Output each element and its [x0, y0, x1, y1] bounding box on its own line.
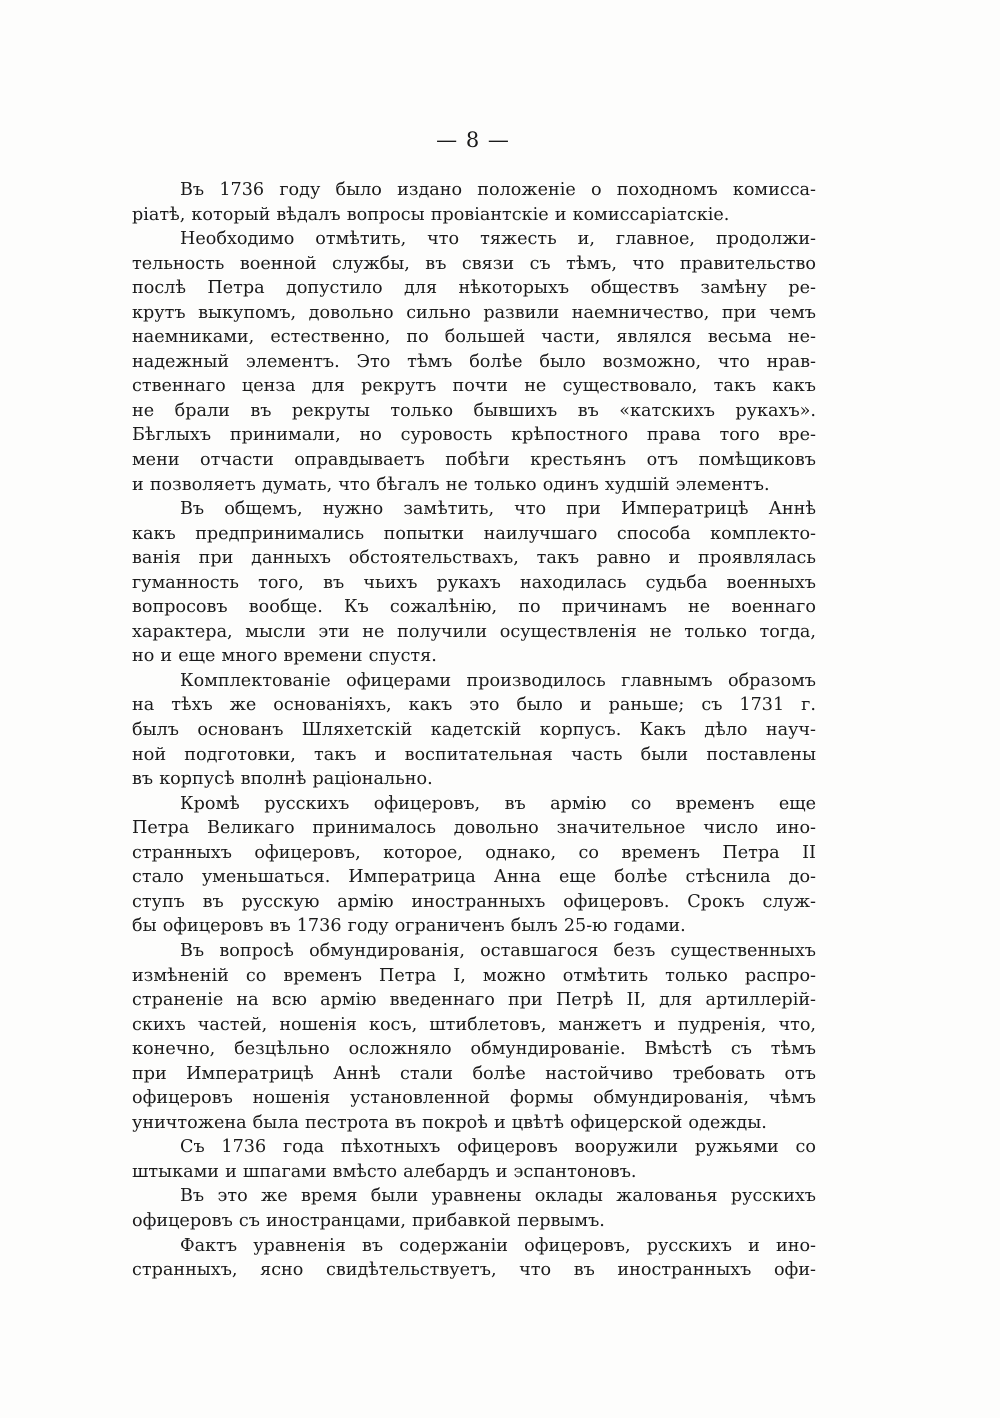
text-line: наемниками, естественно, по большей части, являлся весьма не- — [132, 327, 816, 348]
text-line: Въ общемъ, нужно замѣтить, что при Императрицѣ Аннѣ — [180, 499, 816, 520]
text-line: уничтожена была пестрота въ покроѣ и цвѣтѣ офицерской одежды. — [132, 1112, 767, 1133]
text-line: Комплектованiе офицерами производилось главнымъ образомъ — [180, 670, 816, 691]
text-line: крутъ выкупомъ, довольно сильно развили наемничество, при чемъ — [132, 302, 816, 323]
text-line: конечно, безцѣльно осложняло обмундированiе. Вмѣстѣ съ тѣмъ — [132, 1039, 816, 1060]
paragraph — [132, 227, 816, 497]
text-line: не брали въ рекруты только бывшихъ въ «катскихъ рукахъ». — [132, 400, 816, 421]
text-line: на тѣхъ же основанiяхъ, какъ это было и раньше; съ 1731 г. — [132, 695, 816, 716]
text-line: Необходимо отмѣтить, что тяжесть и, главное, продолжи- — [180, 229, 816, 250]
text-line: какъ предпринимались попытки наилучшаго способа комплекто- — [132, 523, 816, 544]
text-line: Съ 1736 года пѣхотныхъ офицеровъ вооружили ружьями со — [180, 1137, 816, 1158]
text-line: стало уменьшаться. Императрица Анна еще болѣе стѣснила до- — [132, 867, 816, 888]
text-line: надежный элементъ. Это тѣмъ болѣе было возможно, что нрав- — [132, 351, 816, 372]
text-line: Кромѣ русскихъ офицеровъ, въ армiю со временъ еще — [180, 793, 816, 814]
text-line: гуманность того, въ чьихъ рукахъ находилась судьба военныхъ — [132, 572, 816, 593]
text-line: страненiе на всю армiю введеннаго при Петрѣ II, для артиллерiй- — [132, 990, 816, 1011]
paragraph — [132, 1234, 816, 1283]
text-line: вопросовъ вообще. Къ сожалѣнiю, по причинамъ не военнаго — [132, 597, 816, 618]
text-line: Бѣглыхъ принимали, но суровость крѣпостного права того вре- — [132, 425, 816, 446]
text-line: характера, мысли эти не получили осуществленiя не только тогда, — [132, 621, 816, 642]
text-line: офицеровъ съ иностранцами, прибавкой первымъ. — [132, 1210, 605, 1231]
text-line: и позволяетъ думать, что бѣгалъ не только одинъ худшiй элементъ. — [132, 474, 770, 495]
text-line: офицеровъ ношенiя установленной формы обмундированiя, чѣмъ — [132, 1088, 816, 1109]
text-line: былъ основанъ Шляхетскiй кадетскiй корпусъ. Какъ дѣло науч- — [132, 720, 816, 741]
text-line: при Императрицѣ Аннѣ стали болѣе настойчиво требовать отъ — [132, 1063, 816, 1084]
paragraph — [132, 178, 816, 227]
text-line: странныхъ, ясно свидѣтельствуетъ, что въ иностранныхъ офи- — [132, 1260, 816, 1281]
paragraph — [132, 669, 816, 792]
paragraph — [132, 1184, 816, 1233]
text-line: послѣ Петра допустило для нѣкоторыхъ обществъ замѣну ре- — [132, 278, 816, 299]
text-line: Фактъ уравненiя въ содержанiи офицеровъ, русскихъ и ино- — [180, 1235, 816, 1256]
text-line: бы офицеровъ въ 1736 году ограниченъ былъ 25-ю годами. — [132, 916, 686, 937]
text-line: скихъ частей, ношенiя косъ, штиблетовъ, манжетъ и пудренiя, что, — [132, 1014, 816, 1035]
text-line: штыками и шпагами вмѣсто алебардъ и эспантоновъ. — [132, 1161, 637, 1182]
text-line: Въ 1736 году было издано положенiе о походномъ комисса- — [180, 180, 816, 200]
page-number: — 8 — — [436, 128, 510, 152]
paragraph — [132, 939, 816, 1135]
paragraph — [132, 1135, 816, 1184]
text-line: въ корпусѣ вполнѣ рацiонально. — [132, 769, 433, 790]
text-line: ванiя при данныхъ обстоятельствахъ, такъ равно и проявлялась — [132, 548, 816, 569]
text-line: Въ это же время были уравнены оклады жалованья русскихъ — [180, 1186, 816, 1207]
text-line: но и еще много времени спустя. — [132, 646, 437, 667]
text-line: ной подготовки, такъ и воспитательная часть были поставлены — [132, 744, 816, 765]
paragraph — [132, 497, 816, 669]
text-line: измѣненiй со временъ Петра I, можно отмѣтить только распро- — [132, 965, 816, 986]
text-line: тельность военной службы, въ связи съ тѣмъ, что правительство — [132, 253, 816, 274]
text-line: странныхъ офицеровъ, которое, однако, со временъ Петра II — [132, 842, 816, 863]
text-line: ственнаго ценза для рекрутъ почти не существовало, такъ какъ — [132, 376, 816, 397]
text-line: мени отчасти оправдываетъ побѣги крестьянъ отъ помѣщиковъ — [132, 450, 816, 471]
text-line: Петра Великаго принималось довольно значительное число ино- — [132, 818, 816, 839]
paragraph — [132, 792, 816, 939]
text-line: рiатѣ, который вѣдалъ вопросы провiантскiе и комиссарiатскiе. — [132, 204, 730, 225]
text-line: ступъ въ русскую армiю иностранныхъ офицеровъ. Срокъ служ- — [132, 891, 816, 912]
text-line: Въ вопросѣ обмундированiя, оставшагося безъ существенныхъ — [180, 940, 816, 961]
body-text — [132, 178, 816, 1283]
